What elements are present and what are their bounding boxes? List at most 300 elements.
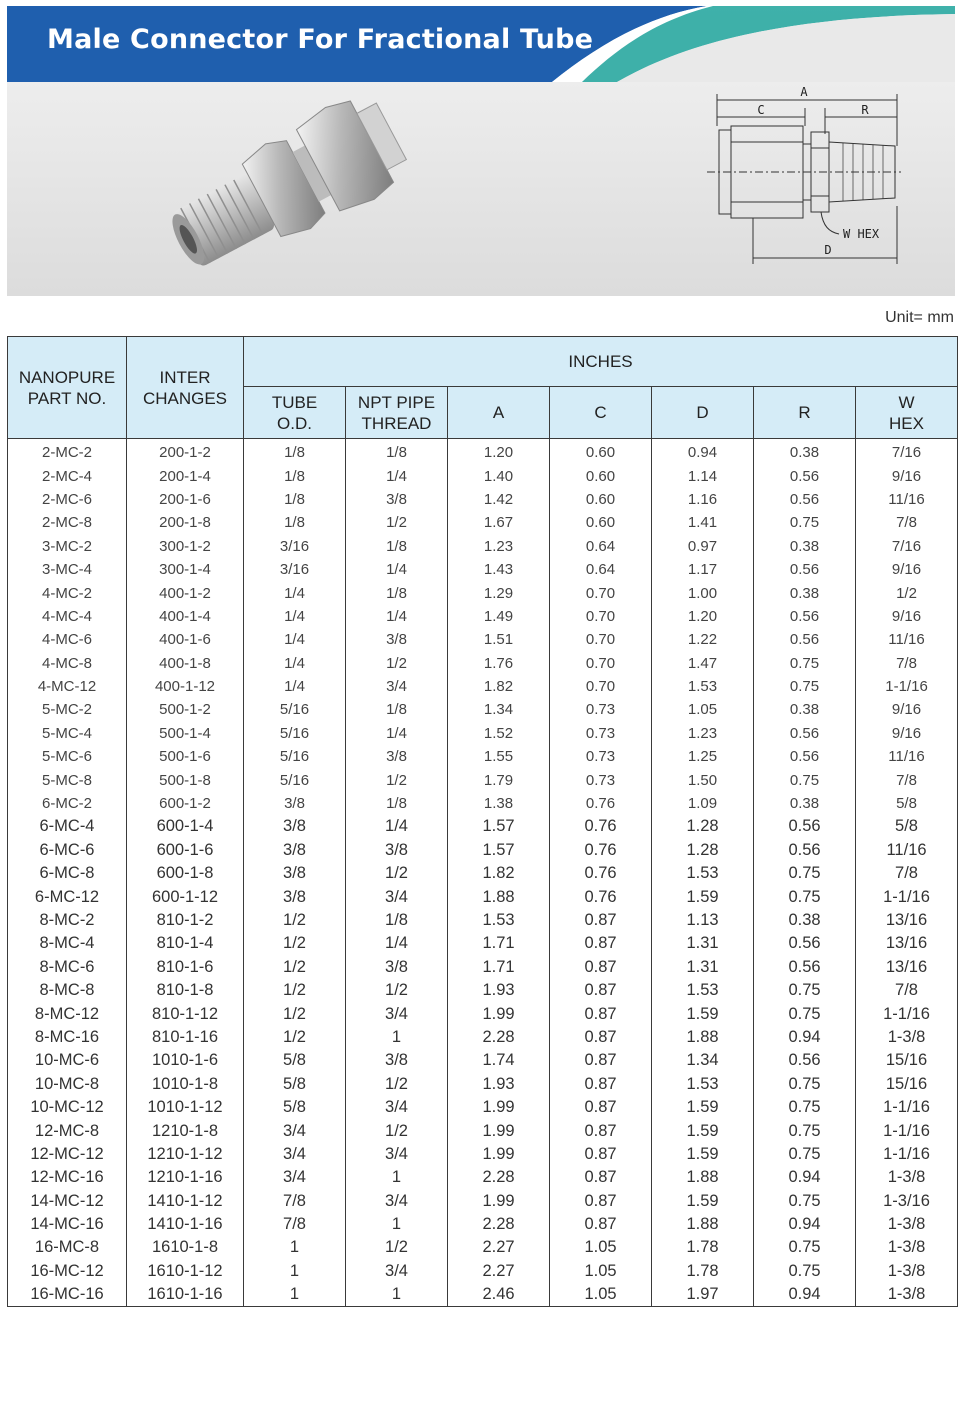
cell-w-hex: 1-1/16 bbox=[856, 885, 958, 908]
header-a: A bbox=[448, 387, 550, 439]
cell-w-hex: 1-3/8 bbox=[856, 1026, 958, 1049]
cell-tube-od: 7/8 bbox=[244, 1190, 346, 1213]
cell-a: 1.71 bbox=[448, 956, 550, 979]
cell-r: 0.38 bbox=[754, 581, 856, 604]
page-title: Male Connector For Fractional Tube bbox=[47, 24, 594, 55]
cell-c: 0.87 bbox=[550, 1119, 652, 1142]
cell-a: 1.43 bbox=[448, 558, 550, 581]
cell-part-no: 2-MC-4 bbox=[8, 464, 127, 487]
cell-w-hex: 7/8 bbox=[856, 979, 958, 1002]
cell-d: 1.41 bbox=[652, 511, 754, 534]
cell-a: 1.57 bbox=[448, 839, 550, 862]
cell-part-no: 2-MC-2 bbox=[8, 439, 127, 465]
cell-interchanges: 1210-1-16 bbox=[127, 1166, 244, 1189]
cell-part-no: 12-MC-12 bbox=[8, 1143, 127, 1166]
cell-a: 2.28 bbox=[448, 1166, 550, 1189]
table-row bbox=[8, 815, 958, 838]
cell-w-hex: 9/16 bbox=[856, 558, 958, 581]
cell-part-no: 16-MC-12 bbox=[8, 1260, 127, 1283]
cell-tube-od: 7/8 bbox=[244, 1213, 346, 1236]
cell-tube-od: 5/8 bbox=[244, 1073, 346, 1096]
cell-a: 1.74 bbox=[448, 1049, 550, 1072]
cell-c: 0.87 bbox=[550, 1002, 652, 1025]
cell-a: 1.20 bbox=[448, 439, 550, 465]
cell-r: 0.56 bbox=[754, 605, 856, 628]
cell-a: 1.52 bbox=[448, 722, 550, 745]
cell-a: 1.76 bbox=[448, 652, 550, 675]
cell-tube-od: 5/16 bbox=[244, 698, 346, 721]
cell-tube-od: 3/8 bbox=[244, 839, 346, 862]
cell-w-hex: 13/16 bbox=[856, 909, 958, 932]
cell-a: 2.27 bbox=[448, 1260, 550, 1283]
header-d: D bbox=[652, 387, 754, 439]
cell-w-hex: 1-1/16 bbox=[856, 675, 958, 698]
table-row bbox=[8, 628, 958, 651]
cell-w-hex: 11/16 bbox=[856, 745, 958, 768]
cell-npt-thread: 1/2 bbox=[346, 979, 448, 1002]
cell-npt-thread: 3/4 bbox=[346, 1096, 448, 1119]
cell-c: 0.64 bbox=[550, 535, 652, 558]
cell-tube-od: 3/8 bbox=[244, 862, 346, 885]
cell-part-no: 3-MC-4 bbox=[8, 558, 127, 581]
cell-d: 1.88 bbox=[652, 1213, 754, 1236]
cell-npt-thread: 3/8 bbox=[346, 956, 448, 979]
cell-d: 1.53 bbox=[652, 1073, 754, 1096]
cell-d: 1.22 bbox=[652, 628, 754, 651]
cell-npt-thread: 1/2 bbox=[346, 862, 448, 885]
table-row bbox=[8, 909, 958, 932]
cell-c: 0.76 bbox=[550, 792, 652, 815]
cell-a: 1.93 bbox=[448, 1073, 550, 1096]
cell-r: 0.38 bbox=[754, 535, 856, 558]
cell-part-no: 8-MC-6 bbox=[8, 956, 127, 979]
cell-d: 1.59 bbox=[652, 885, 754, 908]
cell-tube-od: 1/4 bbox=[244, 675, 346, 698]
cell-w-hex: 7/16 bbox=[856, 535, 958, 558]
cell-interchanges: 1210-1-12 bbox=[127, 1143, 244, 1166]
cell-part-no: 4-MC-4 bbox=[8, 605, 127, 628]
cell-w-hex: 1-3/8 bbox=[856, 1166, 958, 1189]
cell-a: 1.42 bbox=[448, 488, 550, 511]
cell-interchanges: 1610-1-16 bbox=[127, 1283, 244, 1307]
cell-tube-od: 1/2 bbox=[244, 1026, 346, 1049]
cell-interchanges: 810-1-12 bbox=[127, 1002, 244, 1025]
cell-d: 0.97 bbox=[652, 535, 754, 558]
table-row bbox=[8, 956, 958, 979]
cell-tube-od: 3/16 bbox=[244, 535, 346, 558]
cell-w-hex: 13/16 bbox=[856, 956, 958, 979]
cell-tube-od: 5/16 bbox=[244, 722, 346, 745]
cell-c: 0.73 bbox=[550, 698, 652, 721]
cell-npt-thread: 1/4 bbox=[346, 932, 448, 955]
cell-c: 0.87 bbox=[550, 1166, 652, 1189]
cell-r: 0.75 bbox=[754, 885, 856, 908]
cell-r: 0.38 bbox=[754, 792, 856, 815]
cell-part-no: 16-MC-16 bbox=[8, 1283, 127, 1307]
cell-tube-od: 1/2 bbox=[244, 956, 346, 979]
cell-part-no: 4-MC-12 bbox=[8, 675, 127, 698]
table-row bbox=[8, 581, 958, 604]
cell-d: 1.88 bbox=[652, 1026, 754, 1049]
dimension-drawing bbox=[703, 86, 903, 266]
cell-tube-od: 1/2 bbox=[244, 932, 346, 955]
cell-npt-thread: 1 bbox=[346, 1283, 448, 1307]
cell-tube-od: 1/8 bbox=[244, 439, 346, 465]
cell-c: 0.87 bbox=[550, 1213, 652, 1236]
cell-part-no: 8-MC-16 bbox=[8, 1026, 127, 1049]
table-row bbox=[8, 885, 958, 908]
cell-w-hex: 1-1/16 bbox=[856, 1002, 958, 1025]
cell-w-hex: 7/8 bbox=[856, 768, 958, 791]
cell-npt-thread: 3/4 bbox=[346, 1260, 448, 1283]
cell-interchanges: 200-1-4 bbox=[127, 464, 244, 487]
cell-c: 0.87 bbox=[550, 979, 652, 1002]
cell-a: 1.55 bbox=[448, 745, 550, 768]
cell-interchanges: 1010-1-12 bbox=[127, 1096, 244, 1119]
cell-a: 1.53 bbox=[448, 909, 550, 932]
cell-d: 1.97 bbox=[652, 1283, 754, 1307]
cell-r: 0.38 bbox=[754, 698, 856, 721]
cell-c: 0.73 bbox=[550, 768, 652, 791]
cell-c: 0.76 bbox=[550, 885, 652, 908]
cell-npt-thread: 1/4 bbox=[346, 605, 448, 628]
table-row bbox=[8, 1190, 958, 1213]
cell-a: 1.49 bbox=[448, 605, 550, 628]
cell-npt-thread: 3/8 bbox=[346, 1049, 448, 1072]
cell-tube-od: 3/8 bbox=[244, 792, 346, 815]
cell-r: 0.38 bbox=[754, 439, 856, 465]
cell-part-no: 3-MC-2 bbox=[8, 535, 127, 558]
cell-w-hex: 1-3/8 bbox=[856, 1236, 958, 1259]
cell-interchanges: 400-1-4 bbox=[127, 605, 244, 628]
cell-w-hex: 15/16 bbox=[856, 1073, 958, 1096]
dim-label-r: R bbox=[861, 103, 869, 117]
header-tube-od: TUBE O.D. bbox=[244, 387, 346, 439]
cell-npt-thread: 1 bbox=[346, 1213, 448, 1236]
cell-r: 0.75 bbox=[754, 1073, 856, 1096]
cell-w-hex: 1-1/16 bbox=[856, 1096, 958, 1119]
header-npt-thread: NPT PIPE THREAD bbox=[346, 387, 448, 439]
table-row bbox=[8, 932, 958, 955]
cell-tube-od: 1/4 bbox=[244, 605, 346, 628]
cell-part-no: 6-MC-4 bbox=[8, 815, 127, 838]
table-row bbox=[8, 1236, 958, 1259]
cell-d: 1.59 bbox=[652, 1096, 754, 1119]
cell-c: 0.60 bbox=[550, 488, 652, 511]
cell-tube-od: 3/8 bbox=[244, 815, 346, 838]
header-interchanges: INTER CHANGES bbox=[127, 337, 244, 439]
cell-w-hex: 7/8 bbox=[856, 652, 958, 675]
cell-interchanges: 1010-1-6 bbox=[127, 1049, 244, 1072]
cell-a: 1.71 bbox=[448, 932, 550, 955]
cell-w-hex: 5/8 bbox=[856, 815, 958, 838]
cell-npt-thread: 1/8 bbox=[346, 439, 448, 465]
cell-d: 1.59 bbox=[652, 1143, 754, 1166]
cell-interchanges: 810-1-6 bbox=[127, 956, 244, 979]
cell-a: 1.23 bbox=[448, 535, 550, 558]
cell-w-hex: 11/16 bbox=[856, 839, 958, 862]
cell-d: 1.16 bbox=[652, 488, 754, 511]
cell-r: 0.75 bbox=[754, 1002, 856, 1025]
cell-d: 1.23 bbox=[652, 722, 754, 745]
cell-r: 0.56 bbox=[754, 628, 856, 651]
dim-label-d: D bbox=[824, 243, 832, 257]
cell-interchanges: 810-1-2 bbox=[127, 909, 244, 932]
cell-r: 0.38 bbox=[754, 909, 856, 932]
cell-npt-thread: 3/4 bbox=[346, 1002, 448, 1025]
cell-tube-od: 1/4 bbox=[244, 581, 346, 604]
cell-part-no: 6-MC-12 bbox=[8, 885, 127, 908]
cell-interchanges: 300-1-4 bbox=[127, 558, 244, 581]
cell-npt-thread: 1/2 bbox=[346, 511, 448, 534]
cell-part-no: 14-MC-16 bbox=[8, 1213, 127, 1236]
cell-part-no: 2-MC-6 bbox=[8, 488, 127, 511]
cell-d: 1.53 bbox=[652, 675, 754, 698]
cell-interchanges: 600-1-12 bbox=[127, 885, 244, 908]
cell-w-hex: 13/16 bbox=[856, 932, 958, 955]
cell-a: 1.82 bbox=[448, 675, 550, 698]
cell-c: 0.87 bbox=[550, 909, 652, 932]
table-row bbox=[8, 768, 958, 791]
cell-npt-thread: 1 bbox=[346, 1026, 448, 1049]
table-row bbox=[8, 464, 958, 487]
cell-npt-thread: 3/4 bbox=[346, 675, 448, 698]
cell-a: 2.28 bbox=[448, 1026, 550, 1049]
cell-interchanges: 500-1-6 bbox=[127, 745, 244, 768]
cell-d: 1.31 bbox=[652, 956, 754, 979]
cell-interchanges: 1210-1-8 bbox=[127, 1119, 244, 1142]
cell-d: 1.17 bbox=[652, 558, 754, 581]
cell-part-no: 8-MC-4 bbox=[8, 932, 127, 955]
header-w-hex: W HEX bbox=[856, 387, 958, 439]
cell-part-no: 12-MC-8 bbox=[8, 1119, 127, 1142]
cell-r: 0.75 bbox=[754, 1096, 856, 1119]
cell-w-hex: 7/16 bbox=[856, 439, 958, 465]
cell-npt-thread: 1/8 bbox=[346, 792, 448, 815]
spec-table bbox=[7, 336, 958, 1307]
cell-c: 1.05 bbox=[550, 1283, 652, 1307]
cell-tube-od: 3/8 bbox=[244, 885, 346, 908]
cell-tube-od: 3/4 bbox=[244, 1119, 346, 1142]
cell-a: 1.57 bbox=[448, 815, 550, 838]
cell-c: 0.70 bbox=[550, 652, 652, 675]
cell-c: 0.70 bbox=[550, 675, 652, 698]
cell-a: 1.99 bbox=[448, 1002, 550, 1025]
cell-d: 1.28 bbox=[652, 815, 754, 838]
cell-c: 0.87 bbox=[550, 1190, 652, 1213]
cell-part-no: 4-MC-6 bbox=[8, 628, 127, 651]
cell-part-no: 4-MC-8 bbox=[8, 652, 127, 675]
cell-part-no: 16-MC-8 bbox=[8, 1236, 127, 1259]
cell-a: 1.67 bbox=[448, 511, 550, 534]
cell-tube-od: 1 bbox=[244, 1283, 346, 1307]
cell-interchanges: 1410-1-12 bbox=[127, 1190, 244, 1213]
table-row bbox=[8, 1166, 958, 1189]
cell-interchanges: 400-1-6 bbox=[127, 628, 244, 651]
cell-d: 1.78 bbox=[652, 1260, 754, 1283]
cell-w-hex: 9/16 bbox=[856, 464, 958, 487]
header-inches-group: INCHES bbox=[244, 337, 958, 387]
cell-c: 0.87 bbox=[550, 1143, 652, 1166]
table-row bbox=[8, 511, 958, 534]
cell-r: 0.94 bbox=[754, 1213, 856, 1236]
cell-d: 1.78 bbox=[652, 1236, 754, 1259]
cell-npt-thread: 3/4 bbox=[346, 1143, 448, 1166]
cell-r: 0.56 bbox=[754, 839, 856, 862]
cell-a: 1.82 bbox=[448, 862, 550, 885]
table-row bbox=[8, 1213, 958, 1236]
cell-part-no: 6-MC-6 bbox=[8, 839, 127, 862]
cell-d: 1.88 bbox=[652, 1166, 754, 1189]
cell-npt-thread: 1/2 bbox=[346, 1073, 448, 1096]
cell-r: 0.75 bbox=[754, 1190, 856, 1213]
table-row bbox=[8, 1283, 958, 1307]
cell-a: 1.38 bbox=[448, 792, 550, 815]
cell-npt-thread: 1/2 bbox=[346, 652, 448, 675]
cell-c: 0.73 bbox=[550, 722, 652, 745]
cell-c: 1.05 bbox=[550, 1236, 652, 1259]
cell-npt-thread: 3/8 bbox=[346, 839, 448, 862]
cell-w-hex: 7/8 bbox=[856, 511, 958, 534]
cell-c: 0.73 bbox=[550, 745, 652, 768]
cell-a: 1.99 bbox=[448, 1119, 550, 1142]
table-row bbox=[8, 1096, 958, 1119]
table-row bbox=[8, 1026, 958, 1049]
cell-interchanges: 400-1-12 bbox=[127, 675, 244, 698]
table-body bbox=[8, 439, 958, 1307]
cell-interchanges: 300-1-2 bbox=[127, 535, 244, 558]
cell-interchanges: 500-1-8 bbox=[127, 768, 244, 791]
table-row bbox=[8, 652, 958, 675]
cell-c: 0.87 bbox=[550, 1096, 652, 1119]
dim-label-w-hex: W HEX bbox=[843, 227, 880, 241]
fitting-photo bbox=[162, 98, 422, 268]
table-row bbox=[8, 439, 958, 465]
cell-c: 0.64 bbox=[550, 558, 652, 581]
cell-a: 1.99 bbox=[448, 1143, 550, 1166]
cell-a: 1.79 bbox=[448, 768, 550, 791]
cell-c: 0.70 bbox=[550, 581, 652, 604]
unit-label: Unit= mm bbox=[885, 309, 954, 326]
cell-tube-od: 1 bbox=[244, 1236, 346, 1259]
cell-r: 0.56 bbox=[754, 488, 856, 511]
table-row bbox=[8, 1073, 958, 1096]
cell-d: 1.14 bbox=[652, 464, 754, 487]
cell-r: 0.75 bbox=[754, 1143, 856, 1166]
cell-w-hex: 15/16 bbox=[856, 1049, 958, 1072]
table-row bbox=[8, 605, 958, 628]
cell-interchanges: 1610-1-12 bbox=[127, 1260, 244, 1283]
cell-w-hex: 1-3/8 bbox=[856, 1260, 958, 1283]
cell-w-hex: 9/16 bbox=[856, 722, 958, 745]
table-row bbox=[8, 1260, 958, 1283]
cell-a: 1.34 bbox=[448, 698, 550, 721]
cell-c: 0.76 bbox=[550, 862, 652, 885]
cell-tube-od: 1/8 bbox=[244, 464, 346, 487]
table-row bbox=[8, 792, 958, 815]
cell-npt-thread: 3/8 bbox=[346, 628, 448, 651]
cell-d: 1.59 bbox=[652, 1190, 754, 1213]
cell-c: 0.76 bbox=[550, 839, 652, 862]
cell-a: 2.27 bbox=[448, 1236, 550, 1259]
cell-tube-od: 1/8 bbox=[244, 488, 346, 511]
cell-r: 0.75 bbox=[754, 652, 856, 675]
cell-npt-thread: 1/8 bbox=[346, 909, 448, 932]
cell-r: 0.75 bbox=[754, 1236, 856, 1259]
cell-a: 1.29 bbox=[448, 581, 550, 604]
cell-d: 1.31 bbox=[652, 932, 754, 955]
cell-c: 0.60 bbox=[550, 511, 652, 534]
cell-interchanges: 810-1-4 bbox=[127, 932, 244, 955]
cell-a: 1.88 bbox=[448, 885, 550, 908]
table-row bbox=[8, 745, 958, 768]
table-row bbox=[8, 1049, 958, 1072]
cell-r: 0.56 bbox=[754, 464, 856, 487]
cell-r: 0.56 bbox=[754, 745, 856, 768]
cell-d: 1.50 bbox=[652, 768, 754, 791]
cell-c: 0.60 bbox=[550, 464, 652, 487]
cell-interchanges: 1410-1-16 bbox=[127, 1213, 244, 1236]
cell-npt-thread: 1/4 bbox=[346, 815, 448, 838]
cell-d: 0.94 bbox=[652, 439, 754, 465]
cell-d: 1.09 bbox=[652, 792, 754, 815]
cell-w-hex: 11/16 bbox=[856, 488, 958, 511]
table-row bbox=[8, 488, 958, 511]
cell-d: 1.13 bbox=[652, 909, 754, 932]
cell-w-hex: 1-3/8 bbox=[856, 1283, 958, 1307]
cell-w-hex: 9/16 bbox=[856, 698, 958, 721]
cell-interchanges: 200-1-6 bbox=[127, 488, 244, 511]
cell-tube-od: 3/4 bbox=[244, 1166, 346, 1189]
cell-npt-thread: 1/8 bbox=[346, 581, 448, 604]
cell-w-hex: 1-3/8 bbox=[856, 1213, 958, 1236]
cell-interchanges: 500-1-2 bbox=[127, 698, 244, 721]
cell-c: 0.76 bbox=[550, 815, 652, 838]
cell-r: 0.75 bbox=[754, 1119, 856, 1142]
cell-w-hex: 1/2 bbox=[856, 581, 958, 604]
cell-npt-thread: 1/2 bbox=[346, 768, 448, 791]
cell-r: 0.75 bbox=[754, 511, 856, 534]
cell-tube-od: 3/16 bbox=[244, 558, 346, 581]
table-row bbox=[8, 722, 958, 745]
cell-a: 1.51 bbox=[448, 628, 550, 651]
cell-r: 0.75 bbox=[754, 979, 856, 1002]
cell-w-hex: 7/8 bbox=[856, 862, 958, 885]
cell-interchanges: 600-1-6 bbox=[127, 839, 244, 862]
cell-part-no: 5-MC-4 bbox=[8, 722, 127, 745]
cell-part-no: 6-MC-8 bbox=[8, 862, 127, 885]
cell-part-no: 10-MC-8 bbox=[8, 1073, 127, 1096]
cell-tube-od: 5/16 bbox=[244, 745, 346, 768]
cell-interchanges: 600-1-2 bbox=[127, 792, 244, 815]
header-r: R bbox=[754, 387, 856, 439]
header-banner bbox=[7, 6, 955, 296]
cell-a: 1.99 bbox=[448, 1190, 550, 1213]
cell-tube-od: 5/8 bbox=[244, 1049, 346, 1072]
cell-npt-thread: 1/2 bbox=[346, 1119, 448, 1142]
cell-r: 0.56 bbox=[754, 932, 856, 955]
cell-tube-od: 1/2 bbox=[244, 909, 346, 932]
cell-c: 0.87 bbox=[550, 932, 652, 955]
cell-w-hex: 11/16 bbox=[856, 628, 958, 651]
cell-r: 0.94 bbox=[754, 1166, 856, 1189]
cell-interchanges: 200-1-2 bbox=[127, 439, 244, 465]
cell-part-no: 5-MC-2 bbox=[8, 698, 127, 721]
cell-a: 1.93 bbox=[448, 979, 550, 1002]
cell-d: 1.05 bbox=[652, 698, 754, 721]
cell-c: 0.70 bbox=[550, 628, 652, 651]
cell-interchanges: 1010-1-8 bbox=[127, 1073, 244, 1096]
